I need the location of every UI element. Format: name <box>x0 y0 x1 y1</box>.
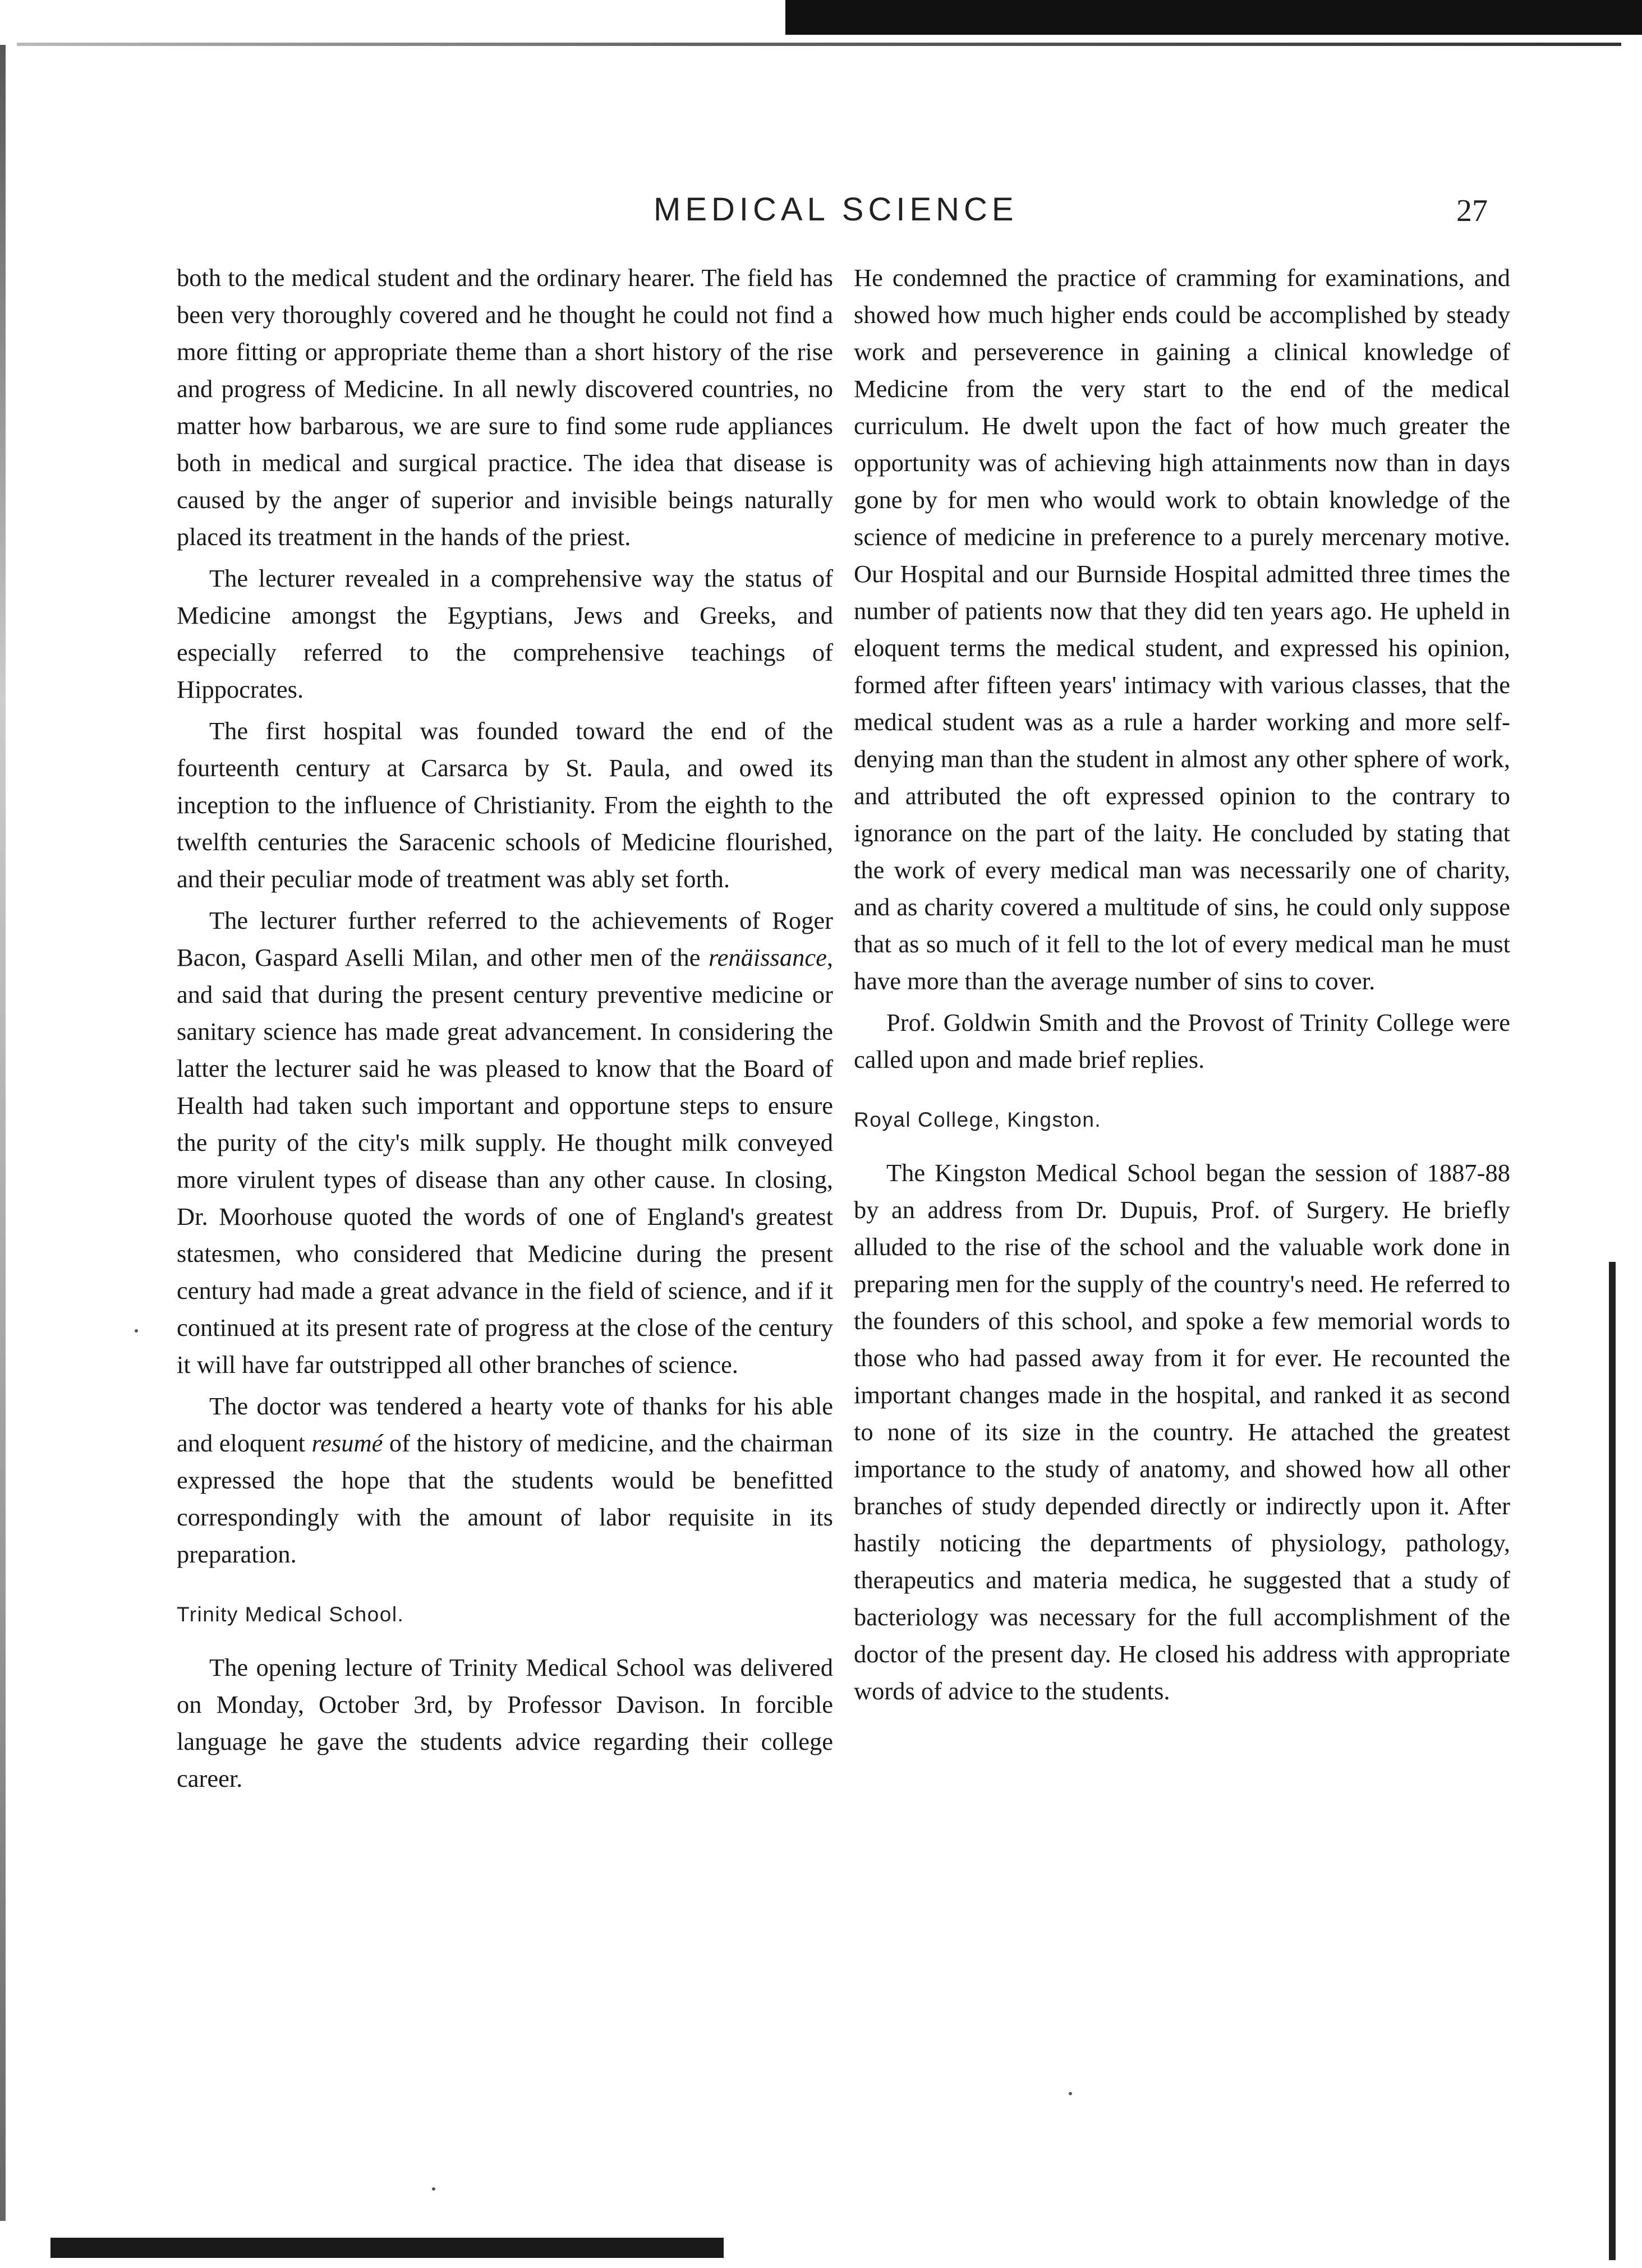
paragraph: The first hospital was founded toward the end of the fourteenth century at Carsarca by St. Paula, and owed its inception to the influence of Christianity. From the eighth to the twelfth centuries the Saracenic schools of Medicine flourished, and their peculiar mode of treatment was ably set forth. <box>177 717 833 893</box>
left-page-edge <box>0 45 6 2221</box>
right-page-edge <box>1609 1262 1616 2260</box>
speck <box>432 2187 435 2191</box>
paragraph <box>177 1387 833 1573</box>
paragraph <box>177 902 833 1383</box>
bottom-border-rule <box>50 2238 724 2258</box>
text-run: of the history of medicine, and the chairman expressed the hope that the students would be benefitted correspondingly with the amount of labor requisite in its preparation. <box>177 1429 833 1568</box>
italic-term: renäissance <box>708 943 827 971</box>
top-thin-rule <box>17 43 1621 46</box>
page-number: 27 <box>1456 193 1488 228</box>
running-title: MEDICAL SCIENCE <box>654 191 1018 228</box>
paragraph: The opening lecture of Trinity Medical School was delivered on Monday, October 3rd, by Professor Davison. In forcible language he gave the students advice regarding their college career. <box>177 1653 833 1792</box>
top-border-rule <box>785 0 1642 35</box>
italic-term: resumé <box>311 1429 383 1457</box>
paragraph: The lecturer revealed in a comprehensive way the status of Medicine amongst the Egyptians, Jews and Greeks, and especially referred to the comprehensive teachings of Hippocrates. <box>177 564 833 703</box>
left-column <box>177 259 833 1797</box>
paragraph: Prof. Goldwin Smith and the Provost of Trinity College were called upon and made brief replies. <box>854 1008 1510 1073</box>
page-header <box>0 191 1642 241</box>
paragraph: He condemned the practice of cramming for examinations, and showed how much higher ends could be accomplished by steady work and perseverence in gaining a clinical knowledge of Medicine from the very start to the end of the medical curriculum. He dwelt upon the fact of how much greater the opportunity was of achieving high attainments now than in days gone by for men who would work to obtain knowledge of the science of medicine in preference to a purely mercenary motive. Our Hospital and our Burnside Hospital admitted three times the number of patients now that they did ten years ago. He upheld in eloquent terms the medical student, and expressed his opinion, formed after fifteen years' intimacy with various classes, that the medical student was as a rule a harder working and more self-denying man than the student in almost any other sphere of work, and attributed the oft expressed opinion to the contrary to ignorance on the part of the laity. He concluded by stating that the work of every medical man was necessarily one of charity, and as charity covered a multitude of sins, he could only suppose that as so much of it fell to the lot of every medical man he must have more than the average number of sins to cover. <box>854 264 1510 995</box>
speck <box>1069 2092 1072 2095</box>
text-run: The lecturer further referred to the achievements of Roger Bacon, Gaspard Aselli Milan, and other men of the <box>177 906 833 971</box>
paragraph: The Kingston Medical School began the session of 1887-88 by an address from Dr. Dupuis, Prof. of Surgery. He briefly alluded to the rise of the school and the valuable work done in preparing men for the supply of the country's need. He referred to the founders of this school, and spoke a few memorial words to those who had passed away from it for ever. He recounted the important changes made in the hospital, and ranked it as second to none of its size in the country. He attached the greatest importance to the study of anatomy, and showed how all other branches of study depended directly or indirectly upon it. After hastily noticing the departments of physiology, pathology, therapeutics and materia medica, he suggested that a study of bacteriology was necessary for the full accomplishment of the doctor of the present day. He closed his address with appropriate words of advice to the students. <box>854 1159 1510 1705</box>
right-column <box>854 259 1510 1709</box>
section-heading-royal-college: Royal College, Kingston. <box>854 1108 1102 1131</box>
paragraph: both to the medical student and the ordinary hearer. The field has been very thoroughly covered and he thought he could not find a more fitting or appropriate theme than a short history of the rise and progress of Medicine. In all newly discovered countries, no matter how barbarous, we are sure to find some rude appliances both in medical and surgical practice. The idea that disease is caused by the anger of superior and invisible beings naturally placed its treatment in the hands of the priest. <box>177 264 833 551</box>
section-heading-trinity: Trinity Medical School. <box>177 1603 404 1626</box>
speck <box>135 1329 138 1333</box>
text-run: , and said that during the present century preventive medicine or sanitary science has made great advancement. In considering the latter the lecturer said he was pleased to know that the Board of Health had taken such important and opportune steps to ensure the purity of the city's milk supply. He thought milk conveyed more virulent types of disease than any other cause. In closing, Dr. Moorhouse quoted the words of one of England's greatest statesmen, who considered that Medicine during the present century had made a great advance in the field of science, and if it continued at its present rate of progress at the close of the century it will have far outstripped all other branches of science. <box>177 943 833 1379</box>
text-run: The doctor was tendered a hearty vote of thanks for his able and eloquent <box>177 1392 833 1457</box>
